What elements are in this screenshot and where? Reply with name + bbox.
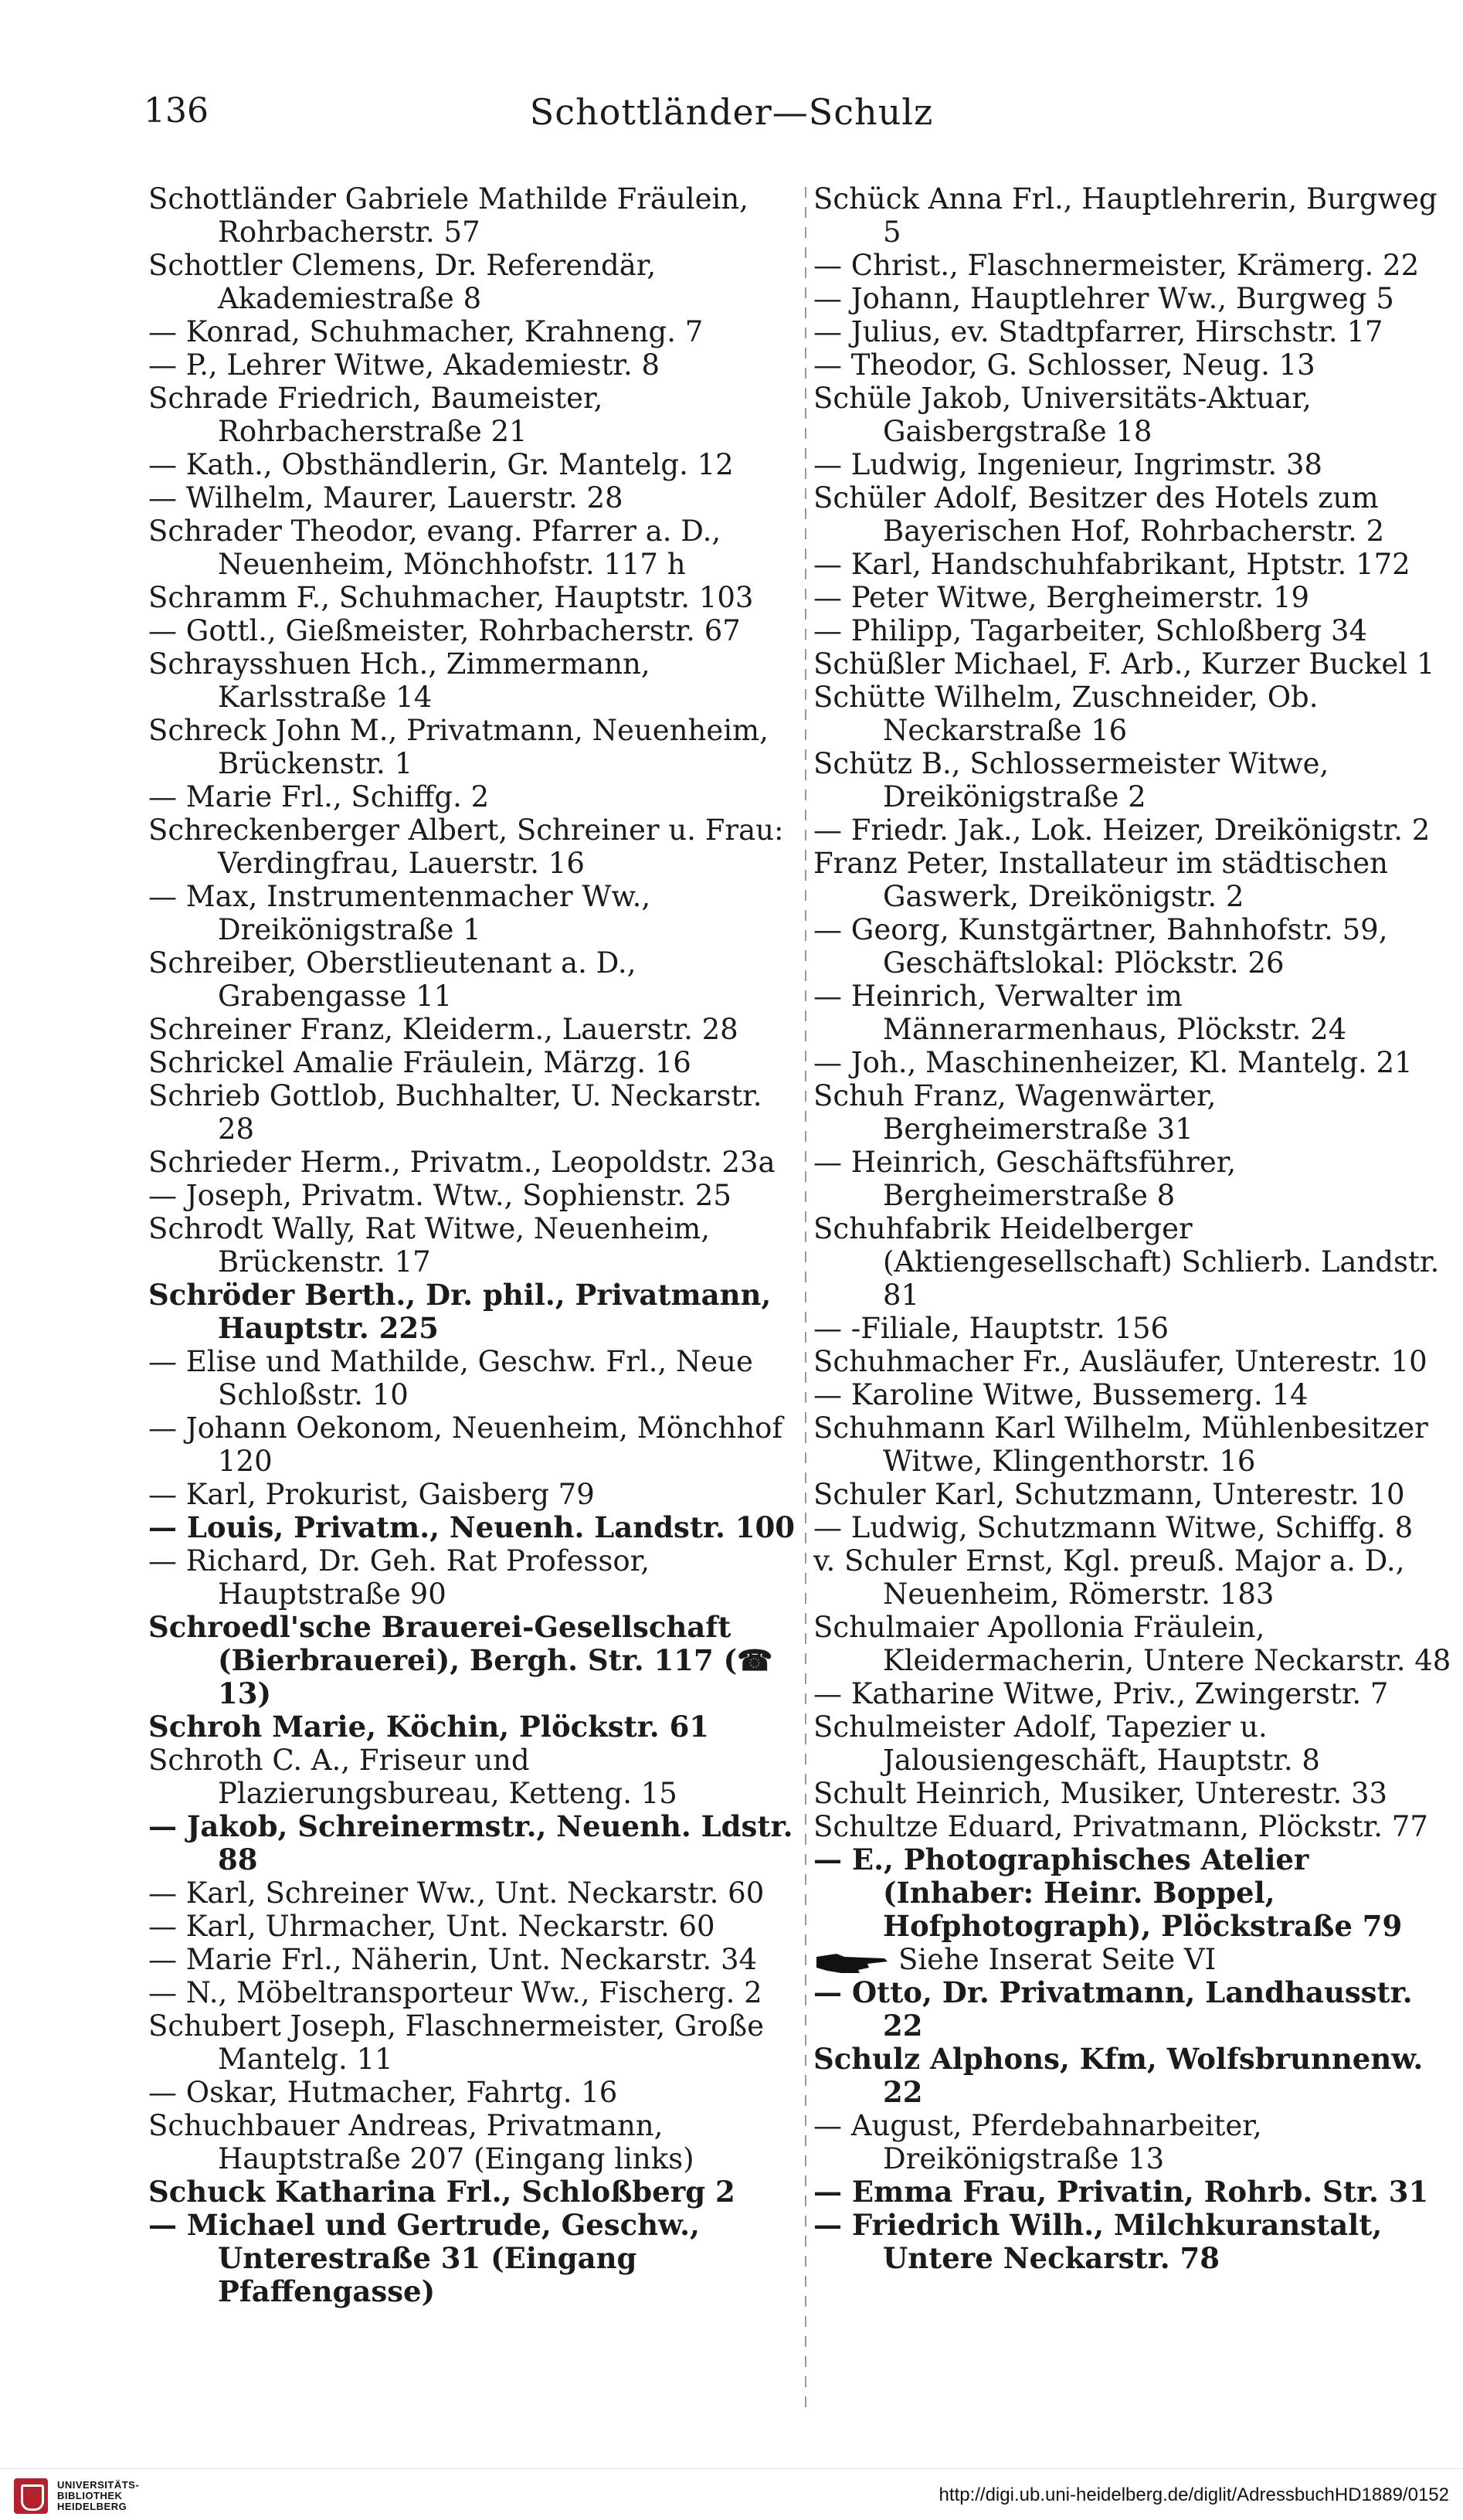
directory-entry: Schück Anna Frl., Hauptlehrerin, Burgweg 5	[813, 182, 1447, 249]
library-seal-icon	[14, 2478, 48, 2514]
directory-entry: Schult Heinrich, Musiker, Unterestr. 33	[813, 1777, 1388, 1810]
directory-entry: — Christ., Flaschnermeister, Krämerg. 22	[813, 249, 1420, 282]
directory-entry: Schroedl'sche Brauerei-Gesellschaft (Bierbrauerei), Bergh. Str. 117 (☎ 13)	[148, 1610, 783, 1710]
directory-entry: — E., Photographisches Atelier (Inhaber: Heinr. Boppel, Hofphotograph), Plöckstraße 79	[813, 1842, 1403, 1943]
directory-entry: — Ludwig, Ingenieur, Ingrimstr. 38	[813, 448, 1322, 481]
directory-entry: Schuhfabrik Heidelberger (Aktiengesellschaft) Schlierb. Landstr. 81	[813, 1212, 1449, 1312]
directory-entry: Schulmaier Apollonia Fräulein, Kleidermacherin, Untere Neckarstr. 48	[813, 1611, 1451, 1677]
directory-entry: — August, Pferdebahnarbeiter, Dreikönigstraße 13	[813, 2109, 1271, 2175]
directory-entry: Schreck John M., Privatmann, Neuenheim, Brückenstr. 1	[148, 714, 778, 780]
directory-entry: Schubert Joseph, Flaschnermeister, Große Mantelg. 11	[148, 2009, 773, 2076]
directory-entry: Schütte Wilhelm, Zuschneider, Ob. Neckarstraße 16	[813, 681, 1328, 747]
directory-entry: — Karl, Schreiner Ww., Unt. Neckarstr. 60	[148, 1876, 765, 1910]
directory-entry: — Ludwig, Schutzmann Witwe, Schiffg. 8	[813, 1511, 1414, 1544]
directory-entry: — Gottl., Gießmeister, Rohrbacherstr. 67	[148, 614, 741, 647]
directory-entry: Schottländer Gabriele Mathilde Fräulein, Rohrbacherstr. 57	[148, 182, 758, 249]
directory-entry: — Kath., Obsthändlerin, Gr. Mantelg. 12	[148, 448, 734, 481]
left-column	[148, 182, 805, 2308]
directory-entry: — Joh., Maschinenheizer, Kl. Mantelg. 21	[813, 1046, 1413, 1079]
directory-entry: — -Filiale, Hauptstr. 156	[813, 1312, 1169, 1345]
directory-entry: — Elise und Mathilde, Geschw. Frl., Neue Schloßstr. 10	[148, 1345, 762, 1411]
directory-entry: Schroth C. A., Friseur und Plazierungsbureau, Ketteng. 15	[148, 1744, 677, 1810]
directory-entry: Schottler Clemens, Dr. Referendär, Akademiestraße 8	[148, 249, 665, 315]
directory-entry: Schüßler Michael, F. Arb., Kurzer Buckel 1	[813, 647, 1435, 681]
directory-entry: v. Schuler Ernst, Kgl. preuß. Major a. D., Neuenheim, Römerstr. 183	[813, 1544, 1414, 1611]
footer-divider	[0, 2468, 1463, 2469]
directory-entry: — Marie Frl., Näherin, Unt. Neckarstr. 34	[148, 1943, 758, 1976]
directory-entry: — Oskar, Hutmacher, Fahrtg. 16	[148, 2076, 618, 2109]
pointing-hand-icon	[813, 1949, 891, 1975]
directory-entry: — Heinrich, Geschäftsführer, Bergheimerstraße 8	[813, 1146, 1245, 1212]
directory-entry: — Theodor, G. Schlosser, Neug. 13	[813, 348, 1315, 382]
directory-entry: — P., Lehrer Witwe, Akademiestr. 8	[148, 348, 660, 382]
directory-entry: Schuh Franz, Wagenwärter, Bergheimerstraße 31	[813, 1079, 1226, 1146]
directory-entry: Schrieder Herm., Privatm., Leopoldstr. 23a	[148, 1146, 776, 1179]
directory-entry: — Johann Oekonom, Neuenheim, Mönchhof 120	[148, 1411, 792, 1478]
directory-entry: — Jakob, Schreinermstr., Neuenh. Ldstr. 88	[148, 1809, 803, 1876]
directory-entry: — Louis, Privatm., Neuenh. Landstr. 100	[148, 1510, 795, 1544]
directory-entry: — Wilhelm, Maurer, Lauerstr. 28	[148, 481, 623, 515]
directory-entry: Schroh Marie, Köchin, Plöckstr. 61	[148, 1710, 710, 1744]
source-url[interactable]: http://digi.ub.uni-heidelberg.de/diglit/AdressbuchHD1889/0152	[939, 2484, 1449, 2505]
directory-entry: — Max, Instrumentenmacher Ww., Dreikönigstraße 1	[148, 880, 660, 946]
directory-entry: Schüle Jakob, Universitäts-Aktuar, Gaisbergstraße 18	[813, 382, 1321, 448]
directory-entry: Schuler Karl, Schutzmann, Unterestr. 10	[813, 1478, 1405, 1511]
directory-entry: — Karl, Handschuhfabrikant, Hptstr. 172	[813, 548, 1410, 581]
directory-entry: — Julius, ev. Stadtpfarrer, Hirschstr. 17	[813, 315, 1383, 348]
directory-entry: Schultze Eduard, Privatmann, Plöckstr. 77	[813, 1810, 1428, 1843]
directory-entry: Schuhmann Karl Wilhelm, Mühlenbesitzer Witwe, Klingenthorstr. 16	[813, 1411, 1438, 1478]
advert-reference-text: Siehe Inserat Seite VI	[898, 1943, 1217, 1976]
advert-reference	[813, 1943, 1459, 1976]
directory-entry: — Heinrich, Verwalter im Männerarmenhaus, Plöckstr. 24	[813, 980, 1347, 1046]
directory-entry: Schrieb Gottlob, Buchhalter, U. Neckarstr. 28	[148, 1079, 772, 1146]
directory-entry: — Friedrich Wilh., Milchkuranstalt, Untere Neckarstr. 78	[813, 2208, 1393, 2275]
directory-entry: Schreiner Franz, Kleiderm., Lauerstr. 28	[148, 1013, 738, 1046]
directory-entry: Schuck Katharina Frl., Schloßberg 2	[148, 2175, 735, 2209]
library-name: UNIVERSITÄTS- BIBLIOTHEK HEIDELBERG	[57, 2479, 140, 2512]
directory-entry: — Johann, Hauptlehrer Ww., Burgweg 5	[813, 282, 1394, 315]
directory-entry: Schulz Alphons, Kfm, Wolfsbrunnenw. 22	[813, 2042, 1434, 2109]
directory-entry: — Joseph, Privatm. Wtw., Sophienstr. 25	[148, 1179, 732, 1212]
directory-entry: Schrade Friedrich, Baumeister, Rohrbacherstraße 21	[148, 382, 613, 448]
directory-entry: — Otto, Dr. Privatmann, Landhausstr. 22	[813, 1975, 1423, 2043]
directory-entry: — Karl, Prokurist, Gaisberg 79	[148, 1478, 595, 1511]
directory-entry: — Karl, Uhrmacher, Unt. Neckarstr. 60	[148, 1910, 715, 1943]
directory-entry: Schraysshuen Hch., Zimmermann, Karlsstraße 14	[148, 647, 660, 714]
directory-entry: — Michael und Gertrude, Geschw., Unterestraße 31 (Eingang Pfaffengasse)	[148, 2208, 710, 2308]
directory-entry: Schreiber, Oberstlieutenant a. D., Grabengasse 11	[148, 946, 646, 1013]
directory-entry: Schüler Adolf, Besitzer des Hotels zum Bayerischen Hof, Rohrbacherstr. 2	[813, 481, 1388, 548]
directory-entry: Schulmeister Adolf, Tapezier u. Jalousiengeschäft, Hauptstr. 8	[813, 1710, 1320, 1777]
directory-entry: Schuhmacher Fr., Ausläufer, Unterestr. 10	[813, 1345, 1427, 1378]
directory-entry: — Konrad, Schuhmacher, Krahneng. 7	[148, 315, 704, 348]
running-head: Schottländer—Schulz	[529, 91, 934, 133]
page-number: 136	[144, 91, 209, 131]
directory-entry: Schuchbauer Andreas, Privatmann, Hauptstraße 207 (Eingang links)	[148, 2109, 694, 2175]
directory-entry: — Emma Frau, Privatin, Rohrb. Str. 31	[813, 2175, 1429, 2209]
directory-entry: Franz Peter, Installateur im städtischen Gaswerk, Dreikönigstr. 2	[813, 847, 1397, 913]
directory-entry: Schramm F., Schuhmacher, Hauptstr. 103	[148, 581, 754, 614]
directory-entry: Schrodt Wally, Rat Witwe, Neuenheim, Brückenstr. 17	[148, 1212, 719, 1279]
directory-entry: — N., Möbeltransporteur Ww., Fischerg. 2	[148, 1976, 762, 2009]
directory-entry: Schrader Theodor, evang. Pfarrer a. D., Neuenheim, Mönchhofstr. 117 h	[148, 515, 730, 581]
directory-entry: — Friedr. Jak., Lok. Heizer, Dreikönigstr. 2	[813, 813, 1431, 847]
directory-entry: Schrickel Amalie Fräulein, Märzg. 16	[148, 1046, 691, 1079]
directory-entry: — Karoline Witwe, Bussemerg. 14	[813, 1378, 1309, 1411]
directory-entry: Schröder Berth., Dr. phil., Privatmann, Hauptstr. 225	[148, 1278, 782, 1345]
directory-entry: — Philipp, Tagarbeiter, Schloßberg 34	[813, 614, 1368, 647]
library-logo	[14, 2478, 199, 2515]
directory-entry: — Peter Witwe, Bergheimerstr. 19	[813, 581, 1310, 614]
directory-entry: Schreckenberger Albert, Schreiner u. Frau: Verdingfrau, Lauerstr. 16	[148, 813, 793, 880]
directory-entry: — Richard, Dr. Geh. Rat Professor, Hauptstraße 90	[148, 1544, 659, 1611]
directory-entry: Schütz B., Schlossermeister Witwe, Dreikönigstraße 2	[813, 747, 1339, 813]
directory-entry: — Katharine Witwe, Priv., Zwingerstr. 7	[813, 1677, 1389, 1710]
column-divider	[805, 187, 806, 2412]
directory-entry: — Marie Frl., Schiffg. 2	[148, 780, 490, 813]
directory-entry: — Georg, Kunstgärtner, Bahnhofstr. 59, Geschäftslokal: Plöckstr. 26	[813, 913, 1397, 980]
right-column	[813, 182, 1459, 2275]
